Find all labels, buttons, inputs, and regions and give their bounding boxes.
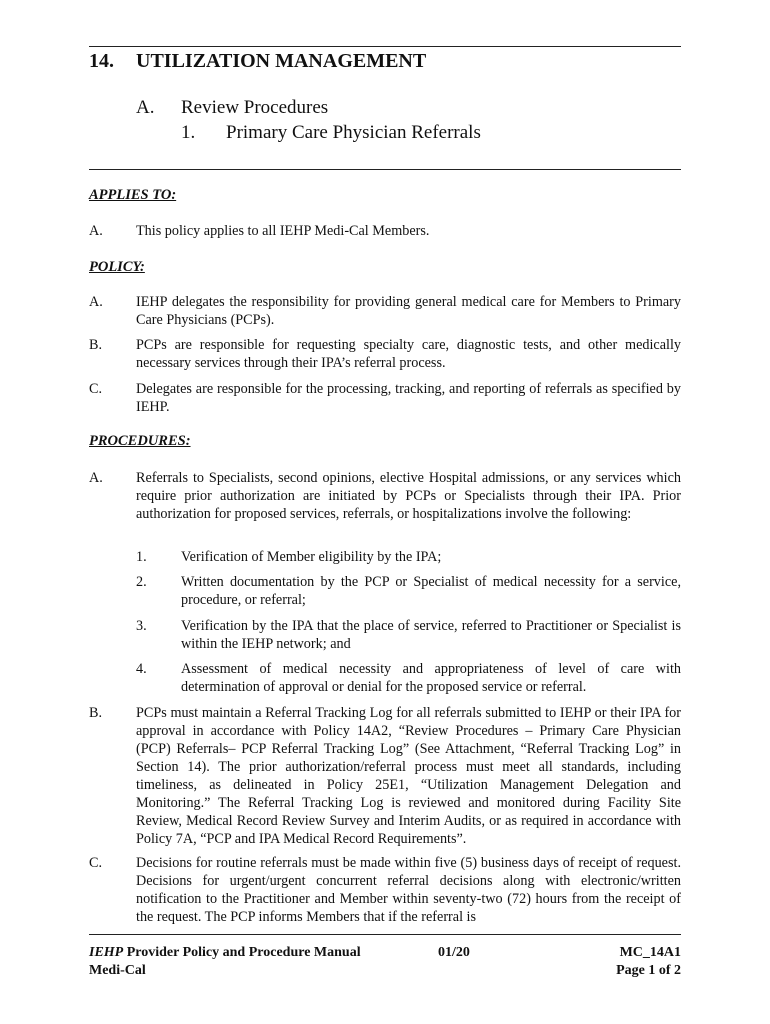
header-bottom-rule: [89, 169, 681, 170]
chapter-number: 14.: [89, 50, 114, 72]
policy-item-c: [89, 380, 681, 416]
procedure-subitem-3: [136, 617, 681, 653]
subitem-text: Verification of Member eligibility by the IPA;: [181, 549, 442, 565]
subitem-marker: 3.: [136, 618, 147, 634]
subitem-text: Written documentation by the PCP or Specialist of medical necessity for a service, procedure, or referral;: [181, 574, 681, 608]
top-rule: [89, 46, 681, 47]
subitem-marker: 4.: [136, 661, 147, 677]
chapter-title-text: UTILIZATION MANAGEMENT: [136, 50, 427, 72]
subitem-text: Assessment of medical necessity and appropriateness of level of care with determination of approval or denial for the proposed service or referral.: [181, 661, 681, 695]
footer-rule: [89, 934, 681, 935]
item-text: Decisions for routine referrals must be made within five (5) business days of receipt of request. Decisions for urgent/urgent concurrent referral decisions along with electronic/written notification to the Practitioner and Member within seventy-two (72) hours from the receipt of the request. The PCP informs Members that if the referral is: [136, 855, 681, 925]
subsection-number: 1.: [181, 122, 196, 143]
subitem-text: Verification by the IPA that the place of service, referred to Practitioner or Specialist is within the IEHP network; and: [181, 618, 681, 652]
policy-item-a: [89, 293, 681, 329]
item-text: IEHP delegates the responsibility for providing general medical care for Members to Primary Care Physicians (PCPs).: [136, 294, 681, 328]
section-title-text: Review Procedures: [181, 97, 329, 118]
procedure-subitem-1: [136, 548, 681, 566]
procedure-item-b: [89, 704, 681, 848]
footer-doc-info: [560, 944, 681, 980]
item-text: This policy applies to all IEHP Medi-Cal Members.: [136, 223, 430, 239]
policy-item-b: [89, 336, 681, 372]
item-text: Referrals to Specialists, second opinions, elective Hospital admissions, or any services which require prior authorization are initiated by PCPs or Specialists through their IPA. Prior authorization for proposed services, referrals, or hospitalizations involve the following:: [136, 470, 681, 522]
policy-heading: POLICY:: [89, 259, 145, 275]
applies-to-item: [89, 222, 681, 240]
subitem-marker: 2.: [136, 574, 147, 590]
item-text: PCPs are responsible for requesting specialty care, diagnostic tests, and other medically necessary services through their IPA’s referral process.: [136, 337, 681, 371]
subsection-title: [181, 122, 481, 144]
footer-page-number: Page 1 of 2: [616, 963, 681, 978]
procedure-item-c: [89, 854, 681, 926]
item-text: PCPs must maintain a Referral Tracking Log for all referrals submitted to IEHP or their IPA for approval in accordance with Policy 14A2, “Review Procedures – Primary Care Physician (PCP) Referrals– PCP Referral Tracking Log” (See Attachment, “Referral Tracking Log” in Section 14). The prior authorization/referral process must meet all standards, including timeliness, as delineated in Policy 25E1, “Utilization Management Delegation and Monitoring.” The Referral Tracking Log is reviewed and monitored during Facility Site Review, Medical Record Review Survey and Interim Audits, or as required in accordance with Policy 7A, “PCP and IPA Medical Record Requirements”.: [136, 705, 681, 847]
item-marker: B.: [89, 705, 103, 721]
item-marker: A.: [89, 223, 103, 239]
footer-date: 01/20: [438, 945, 470, 960]
applies-to-heading: APPLIES TO:: [89, 187, 177, 203]
procedure-subitem-4: [136, 660, 681, 696]
item-marker: A.: [89, 294, 103, 310]
item-marker: B.: [89, 337, 103, 353]
subitem-marker: 1.: [136, 549, 147, 565]
item-marker: C.: [89, 855, 103, 871]
chapter-title: [89, 50, 426, 73]
subsection-title-text: Primary Care Physician Referrals: [226, 122, 481, 143]
item-marker: C.: [89, 381, 103, 397]
procedure-subitem-2: [136, 573, 681, 609]
section-letter: A.: [136, 97, 155, 118]
item-marker: A.: [89, 470, 103, 486]
footer-doc-id: MC_14A1: [619, 945, 681, 960]
footer-line-of-business: Medi-Cal: [89, 963, 146, 978]
procedure-item-a: [89, 469, 681, 523]
footer-manual-title: Provider Policy and Procedure Manual: [123, 945, 361, 960]
footer-manual-prefix: IEHP: [89, 945, 124, 960]
section-title: [136, 97, 328, 119]
procedures-heading: PROCEDURES:: [89, 433, 191, 449]
item-text: Delegates are responsible for the processing, tracking, and reporting of referrals as specified by IEHP.: [136, 381, 681, 415]
footer-manual: [89, 944, 361, 980]
